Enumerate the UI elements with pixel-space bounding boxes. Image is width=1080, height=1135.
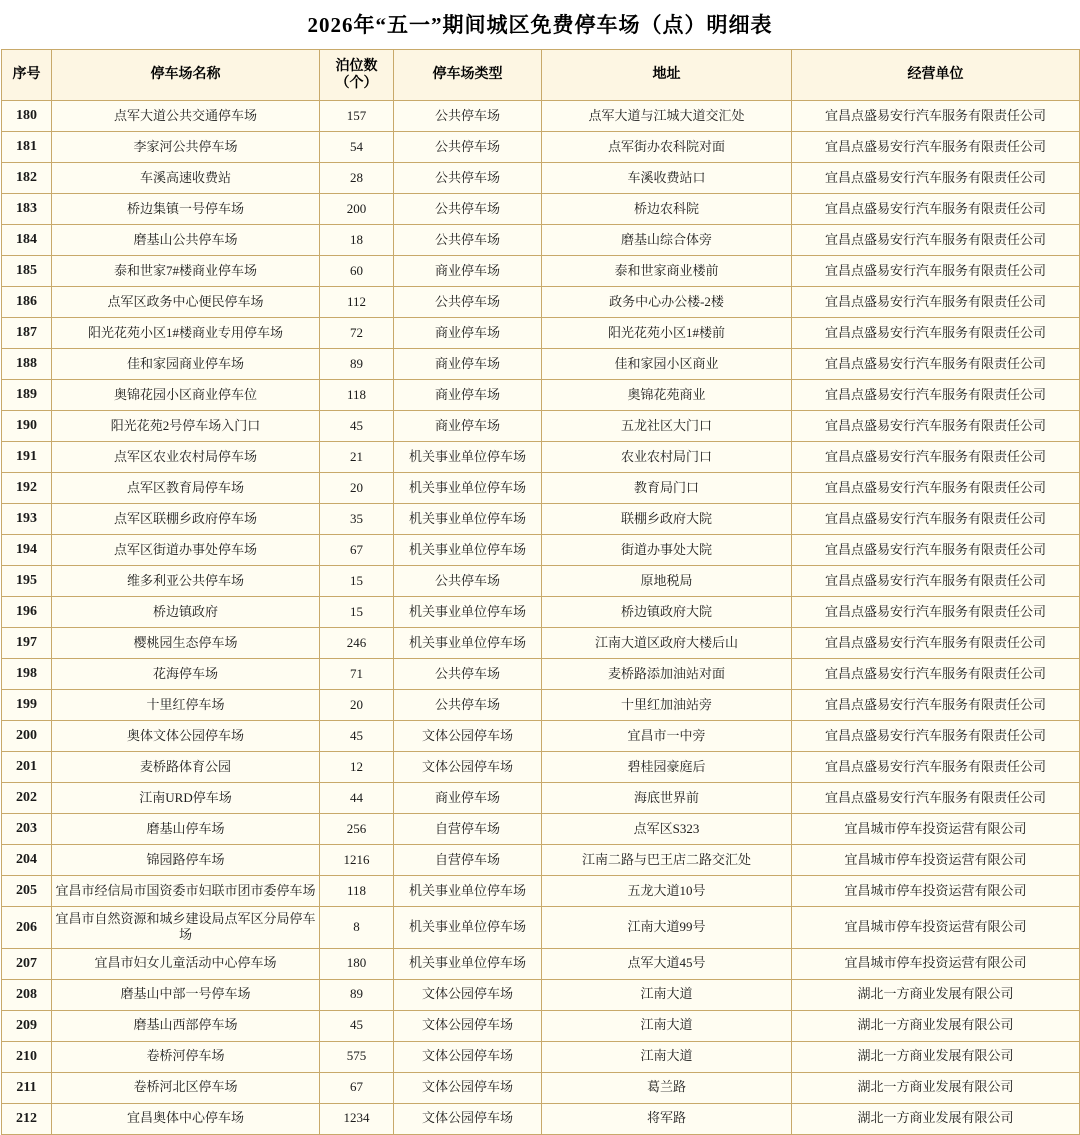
cell-type: 机关事业单位停车场 [394, 504, 542, 535]
cell-slots: 8 [320, 907, 394, 949]
cell-slots: 44 [320, 783, 394, 814]
cell-type: 机关事业单位停车场 [394, 876, 542, 907]
cell-address: 海底世界前 [542, 783, 792, 814]
cell-slots: 35 [320, 504, 394, 535]
cell-address: 江南大道 [542, 1041, 792, 1072]
cell-slots: 54 [320, 132, 394, 163]
cell-name: 奥体文体公园停车场 [52, 721, 320, 752]
cell-index: 206 [2, 907, 52, 949]
table-row [2, 783, 1080, 814]
cell-slots: 20 [320, 473, 394, 504]
cell-address: 麦桥路添加油站对面 [542, 659, 792, 690]
cell-address: 阳光花苑小区1#楼前 [542, 318, 792, 349]
cell-type: 商业停车场 [394, 411, 542, 442]
cell-index: 197 [2, 628, 52, 659]
cell-name: 维多利亚公共停车场 [52, 566, 320, 597]
cell-name: 宜昌市妇女儿童活动中心停车场 [52, 948, 320, 979]
table-row [2, 318, 1080, 349]
cell-type: 文体公园停车场 [394, 721, 542, 752]
cell-operator: 宜昌城市停车投资运营有限公司 [792, 948, 1080, 979]
cell-slots: 12 [320, 752, 394, 783]
table-body [2, 101, 1080, 1135]
cell-type: 机关事业单位停车场 [394, 597, 542, 628]
cell-slots: 256 [320, 814, 394, 845]
cell-type: 公共停车场 [394, 132, 542, 163]
cell-index: 195 [2, 566, 52, 597]
cell-address: 五龙大道10号 [542, 876, 792, 907]
cell-name: 车溪高速收费站 [52, 163, 320, 194]
cell-type: 机关事业单位停车场 [394, 535, 542, 566]
table-header-row [2, 50, 1080, 101]
cell-operator: 湖北一方商业发展有限公司 [792, 1072, 1080, 1103]
cell-type: 机关事业单位停车场 [394, 628, 542, 659]
column-header-index: 序号 [2, 50, 52, 101]
column-header-type: 停车场类型 [394, 50, 542, 101]
table-row [2, 194, 1080, 225]
cell-address: 桥边镇政府大院 [542, 597, 792, 628]
cell-name: 点军区农业农村局停车场 [52, 442, 320, 473]
cell-type: 机关事业单位停车场 [394, 948, 542, 979]
cell-name: 磨基山公共停车场 [52, 225, 320, 256]
cell-name: 点军区政务中心便民停车场 [52, 287, 320, 318]
cell-slots: 157 [320, 101, 394, 132]
table-row [2, 690, 1080, 721]
cell-type: 商业停车场 [394, 349, 542, 380]
table-row [2, 1010, 1080, 1041]
cell-address: 佳和家园小区商业 [542, 349, 792, 380]
cell-operator: 宜昌点盛易安行汽车服务有限责任公司 [792, 628, 1080, 659]
cell-index: 209 [2, 1010, 52, 1041]
cell-operator: 宜昌城市停车投资运营有限公司 [792, 876, 1080, 907]
cell-name: 点军区街道办事处停车场 [52, 535, 320, 566]
table-row [2, 1072, 1080, 1103]
cell-slots: 1234 [320, 1103, 394, 1134]
cell-slots: 20 [320, 690, 394, 721]
cell-name: 点军区联棚乡政府停车场 [52, 504, 320, 535]
cell-name: 十里红停车场 [52, 690, 320, 721]
cell-operator: 湖北一方商业发展有限公司 [792, 979, 1080, 1010]
table-row [2, 752, 1080, 783]
cell-name: 点军大道公共交通停车场 [52, 101, 320, 132]
table-row [2, 535, 1080, 566]
table-row [2, 566, 1080, 597]
column-header-slots [320, 50, 394, 101]
cell-slots: 118 [320, 876, 394, 907]
cell-index: 193 [2, 504, 52, 535]
cell-type: 自营停车场 [394, 845, 542, 876]
cell-name: 樱桃园生态停车场 [52, 628, 320, 659]
cell-name: 麦桥路体育公园 [52, 752, 320, 783]
cell-index: 203 [2, 814, 52, 845]
cell-operator: 宜昌点盛易安行汽车服务有限责任公司 [792, 659, 1080, 690]
cell-type: 公共停车场 [394, 287, 542, 318]
cell-address: 桥边农科院 [542, 194, 792, 225]
cell-address: 葛兰路 [542, 1072, 792, 1103]
table-row [2, 101, 1080, 132]
cell-type: 机关事业单位停车场 [394, 907, 542, 949]
cell-operator: 宜昌点盛易安行汽车服务有限责任公司 [792, 504, 1080, 535]
cell-index: 207 [2, 948, 52, 979]
cell-address: 江南二路与巴王店二路交汇处 [542, 845, 792, 876]
cell-operator: 湖北一方商业发展有限公司 [792, 1010, 1080, 1041]
cell-operator: 宜昌点盛易安行汽车服务有限责任公司 [792, 690, 1080, 721]
table-row [2, 907, 1080, 949]
table-row [2, 628, 1080, 659]
cell-slots: 28 [320, 163, 394, 194]
cell-operator: 宜昌点盛易安行汽车服务有限责任公司 [792, 473, 1080, 504]
column-header-name: 停车场名称 [52, 50, 320, 101]
cell-address: 江南大道99号 [542, 907, 792, 949]
cell-address: 农业农村局门口 [542, 442, 792, 473]
cell-index: 210 [2, 1041, 52, 1072]
cell-type: 文体公园停车场 [394, 1103, 542, 1134]
cell-address: 点军大道与江城大道交汇处 [542, 101, 792, 132]
cell-operator: 宜昌点盛易安行汽车服务有限责任公司 [792, 411, 1080, 442]
table-row [2, 132, 1080, 163]
cell-slots: 60 [320, 256, 394, 287]
cell-slots: 89 [320, 979, 394, 1010]
table-row [2, 814, 1080, 845]
cell-index: 186 [2, 287, 52, 318]
cell-address: 政务中心办公楼-2楼 [542, 287, 792, 318]
table-row [2, 411, 1080, 442]
cell-type: 公共停车场 [394, 101, 542, 132]
cell-index: 187 [2, 318, 52, 349]
cell-type: 商业停车场 [394, 380, 542, 411]
cell-index: 180 [2, 101, 52, 132]
cell-type: 机关事业单位停车场 [394, 473, 542, 504]
cell-name: 泰和世家7#楼商业停车场 [52, 256, 320, 287]
cell-operator: 宜昌点盛易安行汽车服务有限责任公司 [792, 101, 1080, 132]
cell-type: 文体公园停车场 [394, 1072, 542, 1103]
cell-name: 花海停车场 [52, 659, 320, 690]
cell-name: 佳和家园商业停车场 [52, 349, 320, 380]
cell-name: 奥锦花园小区商业停车位 [52, 380, 320, 411]
cell-operator: 宜昌点盛易安行汽车服务有限责任公司 [792, 752, 1080, 783]
cell-address: 联棚乡政府大院 [542, 504, 792, 535]
column-header-operator: 经营单位 [792, 50, 1080, 101]
cell-name: 阳光花苑小区1#楼商业专用停车场 [52, 318, 320, 349]
table-row [2, 380, 1080, 411]
cell-slots: 21 [320, 442, 394, 473]
table-row [2, 287, 1080, 318]
cell-index: 211 [2, 1072, 52, 1103]
cell-slots: 575 [320, 1041, 394, 1072]
cell-name: 点军区教育局停车场 [52, 473, 320, 504]
cell-type: 商业停车场 [394, 783, 542, 814]
cell-address: 车溪收费站口 [542, 163, 792, 194]
cell-operator: 宜昌点盛易安行汽车服务有限责任公司 [792, 256, 1080, 287]
cell-index: 212 [2, 1103, 52, 1134]
cell-index: 192 [2, 473, 52, 504]
cell-address: 奥锦花苑商业 [542, 380, 792, 411]
cell-operator: 宜昌点盛易安行汽车服务有限责任公司 [792, 132, 1080, 163]
cell-address: 江南大道区政府大楼后山 [542, 628, 792, 659]
cell-index: 200 [2, 721, 52, 752]
cell-operator: 宜昌点盛易安行汽车服务有限责任公司 [792, 566, 1080, 597]
cell-index: 199 [2, 690, 52, 721]
cell-index: 194 [2, 535, 52, 566]
cell-operator: 湖北一方商业发展有限公司 [792, 1103, 1080, 1134]
cell-index: 205 [2, 876, 52, 907]
cell-slots: 45 [320, 411, 394, 442]
cell-index: 181 [2, 132, 52, 163]
table-row [2, 256, 1080, 287]
cell-name: 李家河公共停车场 [52, 132, 320, 163]
cell-index: 202 [2, 783, 52, 814]
table-row [2, 473, 1080, 504]
cell-name: 宜昌市经信局市国资委市妇联市团市委停车场 [52, 876, 320, 907]
cell-type: 商业停车场 [394, 318, 542, 349]
cell-type: 公共停车场 [394, 659, 542, 690]
column-header-slots-line2: （个） [335, 76, 378, 91]
cell-index: 191 [2, 442, 52, 473]
cell-type: 公共停车场 [394, 194, 542, 225]
cell-operator: 宜昌点盛易安行汽车服务有限责任公司 [792, 318, 1080, 349]
cell-address: 点军街办农科院对面 [542, 132, 792, 163]
table-row [2, 845, 1080, 876]
table-row [2, 225, 1080, 256]
cell-operator: 宜昌点盛易安行汽车服务有限责任公司 [792, 194, 1080, 225]
cell-name: 阳光花苑2号停车场入门口 [52, 411, 320, 442]
cell-address: 教育局门口 [542, 473, 792, 504]
table-row [2, 349, 1080, 380]
table-row [2, 597, 1080, 628]
cell-operator: 宜昌点盛易安行汽车服务有限责任公司 [792, 535, 1080, 566]
table-row [2, 659, 1080, 690]
table-row [2, 504, 1080, 535]
cell-type: 文体公园停车场 [394, 1010, 542, 1041]
cell-slots: 200 [320, 194, 394, 225]
cell-slots: 246 [320, 628, 394, 659]
cell-slots: 18 [320, 225, 394, 256]
table-header [2, 50, 1080, 101]
cell-name: 锦园路停车场 [52, 845, 320, 876]
cell-type: 商业停车场 [394, 256, 542, 287]
cell-address: 宜昌市一中旁 [542, 721, 792, 752]
cell-name: 磨基山停车场 [52, 814, 320, 845]
cell-name: 磨基山中部一号停车场 [52, 979, 320, 1010]
cell-index: 189 [2, 380, 52, 411]
parking-lot-table [1, 49, 1080, 1135]
cell-type: 公共停车场 [394, 690, 542, 721]
cell-slots: 67 [320, 1072, 394, 1103]
cell-address: 点军大道45号 [542, 948, 792, 979]
cell-type: 机关事业单位停车场 [394, 442, 542, 473]
cell-type: 公共停车场 [394, 225, 542, 256]
cell-operator: 宜昌点盛易安行汽车服务有限责任公司 [792, 380, 1080, 411]
cell-slots: 1216 [320, 845, 394, 876]
cell-address: 磨基山综合体旁 [542, 225, 792, 256]
cell-operator: 宜昌点盛易安行汽车服务有限责任公司 [792, 287, 1080, 318]
cell-index: 184 [2, 225, 52, 256]
cell-address: 将军路 [542, 1103, 792, 1134]
cell-address: 碧桂园豪庭后 [542, 752, 792, 783]
cell-slots: 67 [320, 535, 394, 566]
table-row [2, 442, 1080, 473]
cell-slots: 89 [320, 349, 394, 380]
cell-slots: 72 [320, 318, 394, 349]
cell-operator: 宜昌点盛易安行汽车服务有限责任公司 [792, 721, 1080, 752]
cell-operator: 湖北一方商业发展有限公司 [792, 1041, 1080, 1072]
cell-slots: 118 [320, 380, 394, 411]
cell-index: 188 [2, 349, 52, 380]
cell-name: 江南URD停车场 [52, 783, 320, 814]
cell-operator: 宜昌点盛易安行汽车服务有限责任公司 [792, 225, 1080, 256]
cell-slots: 45 [320, 1010, 394, 1041]
table-row [2, 721, 1080, 752]
cell-operator: 宜昌城市停车投资运营有限公司 [792, 814, 1080, 845]
cell-address: 江南大道 [542, 1010, 792, 1041]
cell-name: 磨基山西部停车场 [52, 1010, 320, 1041]
cell-slots: 15 [320, 597, 394, 628]
cell-operator: 宜昌点盛易安行汽车服务有限责任公司 [792, 349, 1080, 380]
cell-name: 桥边镇政府 [52, 597, 320, 628]
cell-slots: 180 [320, 948, 394, 979]
cell-name: 宜昌市自然资源和城乡建设局点军区分局停车场 [52, 907, 320, 949]
table-row [2, 876, 1080, 907]
cell-name: 宜昌奥体中心停车场 [52, 1103, 320, 1134]
cell-address: 江南大道 [542, 979, 792, 1010]
cell-slots: 15 [320, 566, 394, 597]
cell-address: 街道办事处大院 [542, 535, 792, 566]
cell-type: 文体公园停车场 [394, 1041, 542, 1072]
cell-index: 182 [2, 163, 52, 194]
cell-operator: 宜昌点盛易安行汽车服务有限责任公司 [792, 442, 1080, 473]
cell-type: 文体公园停车场 [394, 752, 542, 783]
cell-operator: 宜昌城市停车投资运营有限公司 [792, 845, 1080, 876]
column-header-address: 地址 [542, 50, 792, 101]
cell-type: 文体公园停车场 [394, 979, 542, 1010]
cell-type: 公共停车场 [394, 163, 542, 194]
cell-type: 自营停车场 [394, 814, 542, 845]
table-row [2, 1041, 1080, 1072]
table-row [2, 979, 1080, 1010]
cell-index: 204 [2, 845, 52, 876]
cell-index: 190 [2, 411, 52, 442]
cell-index: 183 [2, 194, 52, 225]
cell-name: 卷桥河北区停车场 [52, 1072, 320, 1103]
table-row [2, 1103, 1080, 1134]
cell-type: 公共停车场 [394, 566, 542, 597]
cell-index: 201 [2, 752, 52, 783]
cell-name: 桥边集镇一号停车场 [52, 194, 320, 225]
cell-operator: 宜昌点盛易安行汽车服务有限责任公司 [792, 597, 1080, 628]
cell-index: 185 [2, 256, 52, 287]
cell-index: 208 [2, 979, 52, 1010]
cell-operator: 宜昌城市停车投资运营有限公司 [792, 907, 1080, 949]
column-header-slots-line1: 泊位数 [335, 58, 378, 74]
cell-slots: 112 [320, 287, 394, 318]
cell-index: 198 [2, 659, 52, 690]
cell-address: 十里红加油站旁 [542, 690, 792, 721]
cell-operator: 宜昌点盛易安行汽车服务有限责任公司 [792, 163, 1080, 194]
cell-index: 196 [2, 597, 52, 628]
cell-address: 泰和世家商业楼前 [542, 256, 792, 287]
cell-name: 卷桥河停车场 [52, 1041, 320, 1072]
cell-slots: 45 [320, 721, 394, 752]
cell-address: 五龙社区大门口 [542, 411, 792, 442]
table-row [2, 948, 1080, 979]
table-row [2, 163, 1080, 194]
cell-address: 原地税局 [542, 566, 792, 597]
page-title: 2026年“五一”期间城区免费停车场（点）明细表 [307, 13, 773, 37]
cell-slots: 71 [320, 659, 394, 690]
cell-operator: 宜昌点盛易安行汽车服务有限责任公司 [792, 783, 1080, 814]
cell-address: 点军区S323 [542, 814, 792, 845]
